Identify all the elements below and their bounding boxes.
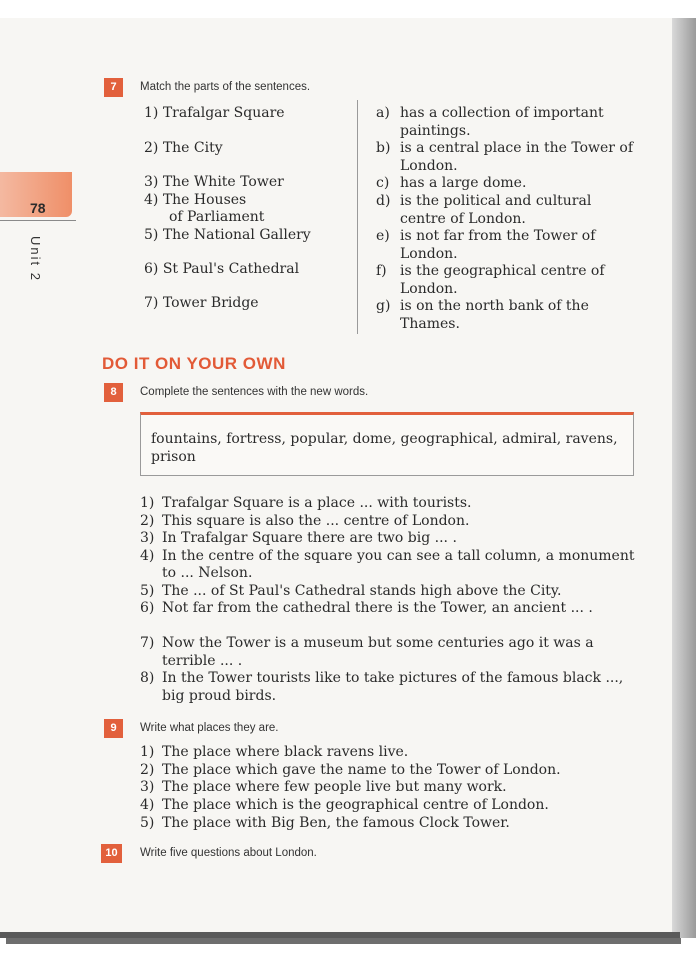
match-right-item: e) is not far from the Tower of London.: [376, 228, 596, 262]
match-right-item: c) has a large dome.: [376, 175, 527, 191]
page-edge: [672, 18, 696, 938]
match-right-item: b) is a central place in the Tower of London.: [376, 140, 634, 174]
match-divider: [357, 100, 358, 334]
match-left-item: 4) The Houses: [144, 192, 247, 208]
exercise-10-badge: 10: [101, 844, 122, 863]
word-box: [140, 412, 634, 476]
page-bottom-edge: [0, 932, 680, 938]
match-left-item: 3) The White Tower: [144, 174, 284, 190]
match-right-item: g) is on the north bank of the Thames.: [376, 298, 589, 332]
page-number: 78: [30, 200, 46, 216]
exercise-7-badge: 7: [104, 78, 123, 97]
side-divider: [0, 220, 76, 221]
match-right-item: d) is the political and cultural centre of London.: [376, 193, 592, 227]
match-left-item: 5) The National Gallery: [144, 227, 311, 243]
unit-label: Unit 2: [28, 236, 43, 282]
match-left-item: 6) St Paul's Cathedral: [144, 261, 300, 277]
exercise-7-instruction: Match the parts of the sentences.: [140, 81, 311, 93]
exercise-8-badge: 8: [104, 383, 123, 402]
exercise-8-instruction: Complete the sentences with the new words.: [140, 386, 369, 398]
match-left-item: 2) The City: [144, 140, 223, 156]
exercise-9-instruction: Write what places they are.: [140, 722, 279, 734]
match-right-item: a) has a collection of important paintings.: [376, 105, 604, 139]
match-left-item: 7) Tower Bridge: [144, 295, 259, 311]
exercise-10-instruction: Write five questions about London.: [140, 847, 317, 859]
match-left-item: of Parliament: [169, 209, 265, 225]
word-box-text: fountains, fortress, popular, dome, geographical, admiral, ravens, prison: [151, 431, 618, 465]
exercise-9-badge: 9: [104, 719, 123, 738]
section-heading: DO IT ON YOUR OWN: [102, 354, 286, 373]
match-right-item: f) is the geographical centre of London.: [376, 263, 605, 297]
match-left-item: 1) Trafalgar Square: [144, 105, 285, 121]
